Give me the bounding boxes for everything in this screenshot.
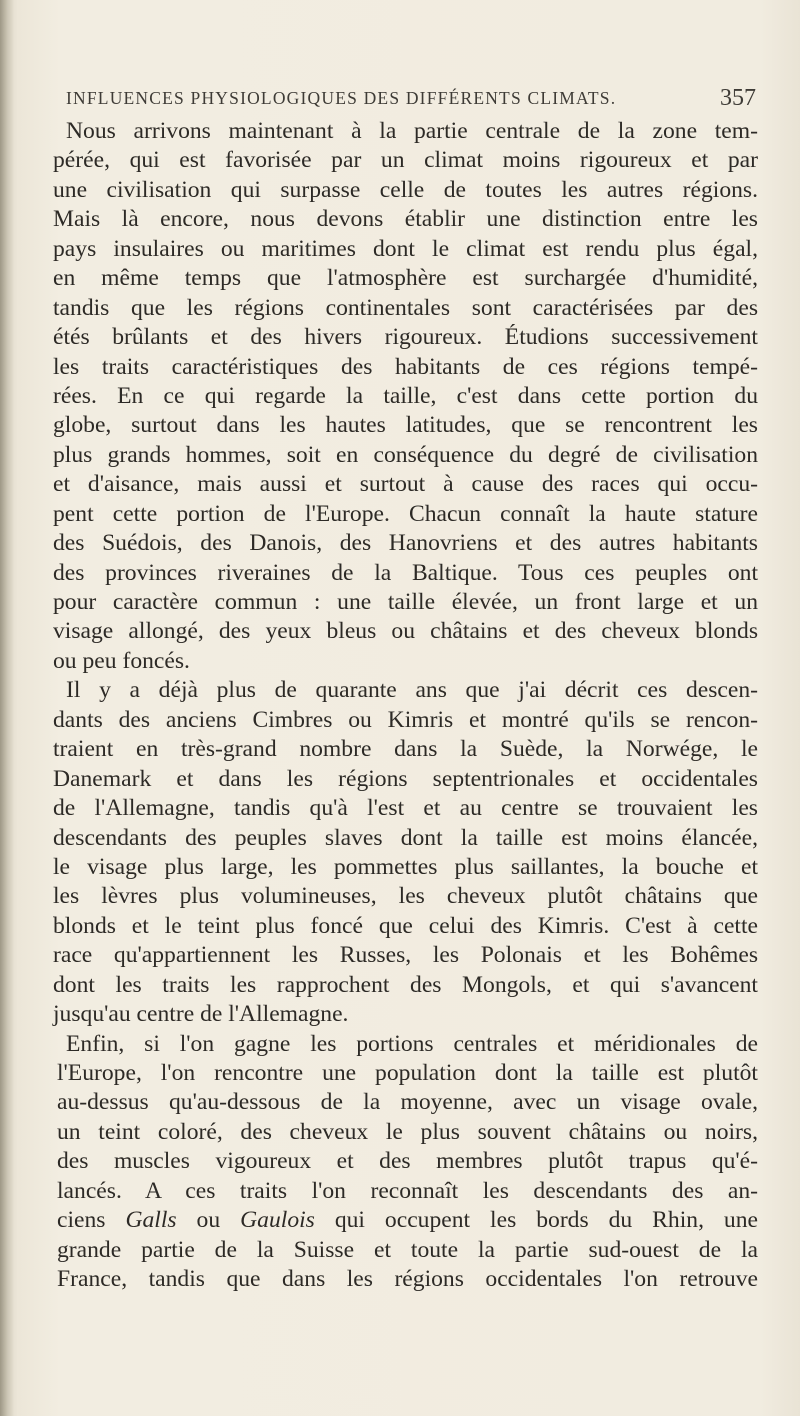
text-line: Danemark et dans les régions septentrionales et occidentales <box>53 765 758 792</box>
text-line: dants des anciens Cimbres ou Kimris et montré qu'ils se rencon- <box>53 706 758 733</box>
text-run: ciens <box>57 1207 126 1234</box>
text-line: France, tandis que dans les régions occidentales l'on retrouve <box>57 1266 758 1293</box>
text-line: descendants des peuples slaves dont la taille est moins élancée, <box>53 824 758 851</box>
italic-term-gaulois: Gaulois <box>240 1207 315 1234</box>
text-line <box>53 1206 758 1235</box>
page-number: 357 <box>720 85 756 111</box>
body-text <box>53 117 758 1295</box>
text-line: un teint coloré, des cheveux le plus souvent châtains ou noirs, <box>57 1118 758 1145</box>
text-line: pérée, qui est favorisée par un climat moins rigoureux et par <box>53 147 758 174</box>
text-line: Il y a déjà plus de quarante ans que j'ai décrit ces descen- <box>66 677 758 704</box>
running-head-title: INFLUENCES PHYSIOLOGIQUES DES DIFFÉRENTS CLIMATS. <box>66 88 617 108</box>
text-line: une civilisation qui surpasse celle de toutes les autres régions. <box>53 176 758 203</box>
text-line: étés brûlants et des hivers rigoureux. Étudions successivement <box>53 324 758 351</box>
text-line: les lèvres plus volumineuses, les cheveux plutôt châtains que <box>53 883 758 910</box>
text-line: tandis que les régions continentales sont caractérisées par des <box>53 294 758 321</box>
text-line: le visage plus large, les pommettes plus saillantes, la bouche et <box>53 853 758 880</box>
italic-term-galls: Galls <box>125 1207 177 1234</box>
text-line: lancés. A ces traits l'on reconnaît les descendants des an- <box>57 1177 758 1204</box>
text-line: blonds et le teint plus foncé que celui des Kimris. C'est à cette <box>53 912 758 939</box>
text-line: race qu'appartiennent les Russes, les Polonais et les Bohêmes <box>53 942 758 969</box>
text-line: dont les traits les rapprochent des Mongols, et qui s'avancent <box>53 971 758 998</box>
text-line: Mais là encore, nous devons établir une distinction entre les <box>53 206 758 233</box>
text-line: visage allongé, des yeux bleus ou châtains et des cheveux blonds <box>53 618 758 645</box>
text-line: plus grands hommes, soit en conséquence du degré de civilisation <box>53 441 758 468</box>
text-line: traient en très-grand nombre dans la Suède, la Norwége, le <box>53 736 758 763</box>
text-line: des muscles vigoureux et des membres plutôt trapus qu'é- <box>57 1148 758 1175</box>
text-line: les traits caractéristiques des habitants de ces régions tempé- <box>53 353 758 380</box>
text-line: de l'Allemagne, tandis qu'à l'est et au centre se trouvaient les <box>53 795 758 822</box>
text-line: Nous arrivons maintenant à la partie centrale de la zone tem- <box>66 118 758 144</box>
text-run: qui occupent les bords du Rhin, une <box>314 1207 758 1234</box>
text-line: Enfin, si l'on gagne les portions centrales et méridionales de <box>66 1030 758 1057</box>
text-line: globe, surtout dans les hautes latitudes, que se rencontrent les <box>53 412 758 439</box>
text-line: l'Europe, l'on rencontre une population dont la taille est plutôt <box>57 1060 758 1086</box>
text-line: en même temps que l'atmosphère est surchargée d'humidité, <box>53 265 758 292</box>
text-run: ou <box>176 1207 241 1234</box>
text-line: pent cette portion de l'Europe. Chacun connaît la haute stature <box>53 500 758 527</box>
text-line: et d'aisance, mais aussi et surtout à cause des races qui occu- <box>53 471 758 498</box>
running-head <box>66 85 756 114</box>
text-line: des Suédois, des Danois, des Hanovriens et des autres habitants <box>53 530 758 557</box>
text-line: des provinces riveraines de la Baltique. Tous ces peuples ont <box>53 559 758 586</box>
text-line: au-dessus qu'au-dessous de la moyenne, avec un visage ovale, <box>57 1089 758 1116</box>
text-line: pays insulaires ou maritimes dont le climat est rendu plus égal, <box>53 235 758 262</box>
text-line: rées. En ce qui regarde la taille, c'est dans cette portion du <box>53 382 758 409</box>
text-line: ou peu foncés. <box>53 647 190 674</box>
text-line: jusqu'au centre de l'Allemagne. <box>53 1001 349 1028</box>
page-gutter-shadow <box>0 0 14 1416</box>
text-line: grande partie de la Suisse et toute la partie sud-ouest de la <box>57 1236 758 1263</box>
text-line: pour caractère commun : une taille élevée, un front large et un <box>53 589 758 615</box>
